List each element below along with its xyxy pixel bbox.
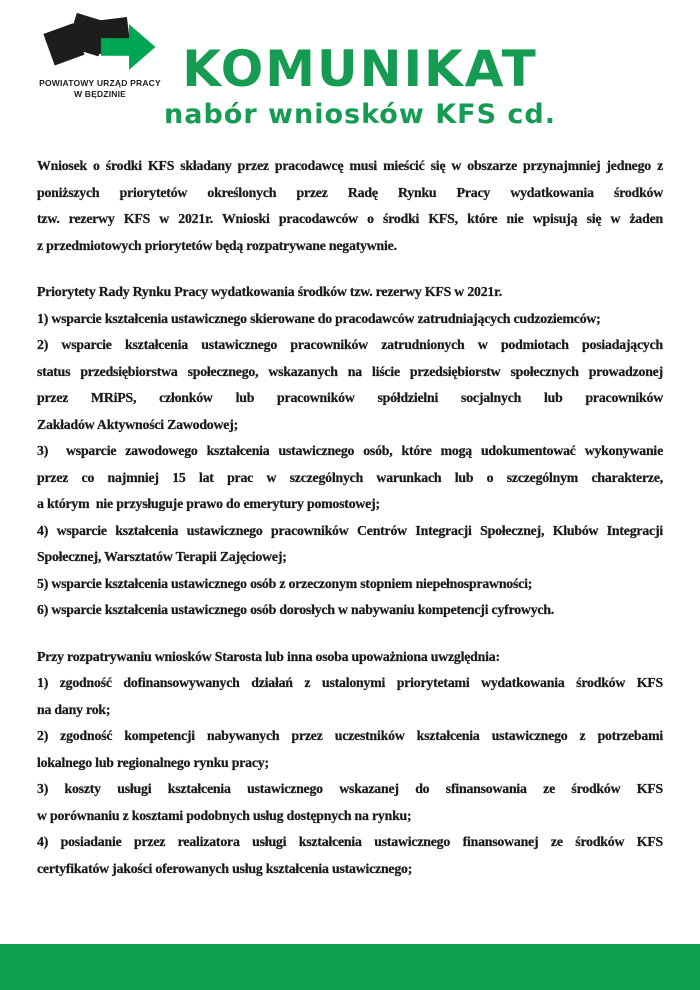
body-text	[37, 153, 663, 882]
paragraph	[37, 829, 663, 882]
text-line: przez co najmniej 15 lat prac w szczególnych warunkach lub o szczególnym charakterze,	[37, 469, 663, 485]
text-line: 6) wsparcie kształcenia ustawicznego osób dorosłych w nabywaniu kompetencji cyfrowych.	[37, 602, 555, 617]
org-name-line1: POWIATOWY URZĄD PRACY	[39, 78, 161, 88]
paragraph	[37, 438, 663, 518]
text-line: Wniosek o środki KFS składany przez pracodawcę musi mieścić się w obszarze przynajmniej jednego z	[37, 158, 663, 173]
paragraph	[37, 306, 663, 333]
pup-logo-icon	[37, 10, 163, 76]
text-line: certyfikatów jakości oferowanych usług kształcenia ustawicznego;	[37, 860, 413, 876]
text-line: Przy rozpatrywaniu wniosków Starosta lub inna osoba upoważniona uwzględnia:	[37, 648, 500, 664]
footer-bar	[0, 944, 700, 990]
paragraph	[37, 644, 663, 671]
text-line: Społecznej, Warsztatów Terapii Zajęciowej;	[37, 549, 287, 564]
text-line: tzw. rezerwy KFS w 2021r. Wnioski pracodawców o środki KFS, które nie wpisują się w żaden	[37, 211, 663, 226]
text-line: Zakładów Aktywności Zawodowej;	[37, 416, 238, 432]
org-name-line2: W BĘDZINIE	[73, 89, 127, 99]
text-line: z przedmiotowych priorytetów będą rozpatrywane negatywnie.	[37, 237, 397, 253]
text-line: 3) wsparcie zawodowego kształcenia ustawicznego osób, które mogą udokumentować wykonywanie	[37, 443, 663, 458]
paragraph	[37, 153, 663, 259]
logo	[30, 10, 170, 100]
paragraph	[37, 597, 663, 624]
text-line: 4) wsparcie kształcenia ustawicznego pracowników Centrów Integracji Społecznej, Klubów Integracji	[37, 522, 663, 538]
text-line: 3) koszty usługi kształcenia ustawicznego wskazanej do sfinansowania ze środków KFS	[37, 781, 663, 796]
text-line: 4) posiadanie przez realizatora usługi kształcenia ustawicznego finansowanej ze środków KFS	[37, 834, 663, 849]
text-line: a którym nie przysługuje prawo do emerytury pomostowej;	[37, 496, 380, 511]
paragraph	[37, 723, 663, 776]
page-title: KOMUNIKAT	[182, 40, 538, 98]
page-subtitle: nabór wniosków KFS cd.	[164, 99, 556, 130]
text-line: 2) zgodność kompetencji nabywanych przez uczestników kształcenia ustawicznego z potrzebami	[37, 728, 663, 743]
text-line: na dany rok;	[37, 701, 111, 717]
paragraph	[37, 776, 663, 829]
paragraph	[37, 571, 663, 598]
text-line: Priorytety Rady Rynku Pracy wydatkowania środków tzw. rezerwy KFS w 2021r.	[37, 284, 503, 299]
paragraph	[37, 518, 663, 571]
text-line: 1) zgodność dofinansowywanych działań z ustalonymi priorytetami wydatkowania środków KFS	[37, 675, 663, 690]
paragraph	[37, 332, 663, 438]
text-line: lokalnego lub regionalnego rynku pracy;	[37, 754, 269, 770]
header-titles	[155, 0, 565, 132]
text-line: 1) wsparcie kształcenia ustawicznego skierowane do pracodawców zatrudniających cudzoziemców;	[37, 310, 601, 326]
text-line: 5) wsparcie kształcenia ustawicznego osób z orzeczonym stopniem niepełnosprawności;	[37, 575, 533, 591]
org-name	[30, 78, 170, 100]
text-line: status przedsiębiorstwa społecznego, wskazanych na liście przedsiębiorstw społecznych prowadzonej	[37, 363, 663, 379]
text-line: poniższych priorytetów określonych przez Radę Rynku Pracy wydatkowania środków	[37, 184, 663, 200]
text-line: przez MRiPS, członków lub pracowników spółdzielni socjalnych lub pracowników	[37, 390, 663, 405]
text-line: w porównaniu z kosztami podobnych usług dostępnych na rynku;	[37, 807, 412, 823]
paragraph	[37, 279, 663, 306]
paragraph	[37, 670, 663, 723]
text-line: 2) wsparcie kształcenia ustawicznego pracowników zatrudnionych w podmiotach posiadających	[37, 337, 663, 352]
